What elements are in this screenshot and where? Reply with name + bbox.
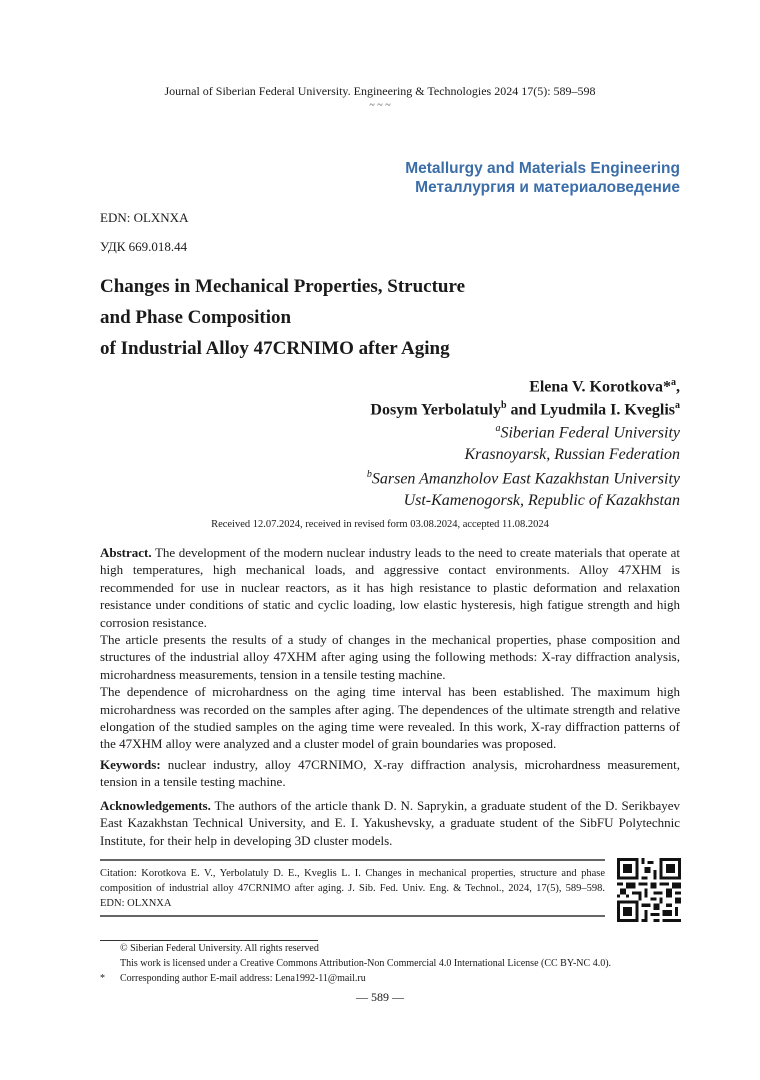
abstract (100, 544, 680, 753)
citation: Citation: Korotkova E. V., Yerbolatuly D. E., Kveglis L. I. Changes in mechanical properties, structure and phase composition of industrial alloy 47CRNIMO after aging. J. Sib. Fed. Univ. Eng. & Technol., 2024, 17(5), 589–598. EDN: OLXNXA (100, 859, 605, 917)
abstract-paragraph: The dependence of microhardness on the aging time interval has been established. The maximum high microhardness was recorded on the samples after aging. The dependences of the ultimate strength and relative elongation of the studied samples on the aging time were revealed. In this work, X-ray diffraction patterns of the 47XHM alloy were analyzed and a cluster model of grain boundaries was proposed. (100, 684, 680, 752)
affiliation-mark: a (675, 400, 680, 411)
page-number: — 589 — (356, 990, 404, 1004)
footnote-marker: * (100, 973, 105, 984)
affiliation-text: Ust-Kamenogorsk, Republic of Kazakhstan (403, 492, 680, 509)
keywords-text: nuclear industry, alloy 47CRNIMO, X-ray diffraction analysis, microhardness measurement, tension in a tensile testing machine. (100, 757, 680, 790)
udk-code: УДК 669.018.44 (100, 239, 188, 254)
abstract-paragraph: The development of the modern nuclear industry leads to the need to create materials that operate at high temperatures, high mechanical loads, and aggressive contact environments. Alloy 47XHM is recommended for use in nuclear reactors, as it has high resistance to plastic deformation and relaxation resistance under conditions of static and cyclic loading, low elastic hysteresis, high fatigue strength and high corrosion resistance. (100, 545, 680, 630)
article-title-line: and Phase Composition (100, 307, 292, 328)
footnote-divider (100, 940, 318, 941)
acknowledgements-text: The authors of the article thank D. N. Saprykin, a graduate student of the D. Serikbayev East Kazakhstan Technical University, and E. I. Yakushevsky, a graduate student of the SibFU Polytechnic Institute, for their help in developing 3D cluster models. (100, 798, 680, 848)
article-title-line: of Industrial Alloy 47CRNIMO after Aging (100, 338, 450, 359)
author-name: and Lyudmila I. Kveglis (506, 401, 675, 419)
affiliation (404, 492, 680, 510)
qr-code-icon (617, 858, 681, 922)
edn-code: EDN: OLXNXA (100, 210, 189, 225)
affiliation-mark: a (671, 377, 676, 388)
keywords-label: Keywords: (100, 757, 161, 772)
received-dates: Received 12.07.2024, received in revised form 03.08.2024, accepted 11.08.2024 (211, 519, 549, 530)
affiliation-text: Krasnoyarsk, Russian Federation (464, 446, 680, 463)
header-separator: ~ ~ ~ (369, 100, 391, 111)
abstract-label: Abstract. (100, 545, 152, 560)
affiliation-mark: b (500, 400, 507, 411)
affiliation-text: Siberian Federal University (500, 424, 680, 442)
keywords (100, 756, 680, 791)
section-title-en: Metallurgy and Materials Engineering (405, 160, 680, 177)
affiliation-mark: a (495, 423, 501, 434)
affiliation-mark: b (366, 469, 372, 480)
affiliation (464, 446, 680, 464)
journal-header: Journal of Siberian Federal University. Engineering & Technologies 2024 17(5): 589–598 (164, 84, 596, 98)
abstract-paragraph: The article presents the results of a study of changes in the mechanical properties, phase composition and structures of the industrial alloy 47XHM after aging using the following methods: X-ray diffraction analysis, microhardness measurements, tension in a tensile testing machine. (100, 632, 680, 682)
author-line (370, 400, 680, 419)
corresponding-author: Corresponding author E-mail address: Lena1992-11@mail.ru (120, 973, 366, 984)
affiliation-text: Sarsen Amanzholov East Kazakhstan University (371, 470, 680, 488)
author-name: Elena V. Korotkova* (529, 378, 671, 396)
license-notice: This work is licensed under a Creative Commons Attribution-Non Commercial 4.0 International License (CC BY-NC 4.0). (120, 958, 612, 969)
section-title-ru: Металлургия и материаловедение (415, 179, 680, 196)
copyright-notice: © Siberian Federal University. All rights reserved (120, 943, 319, 954)
author-line (529, 377, 680, 396)
punctuation: , (676, 378, 680, 396)
acknowledgements-label: Acknowledgements. (100, 798, 211, 813)
author-name: Dosym Yerbolatuly (370, 401, 501, 419)
article-title-line: Changes in Mechanical Properties, Structure (100, 276, 466, 297)
affiliation (495, 423, 680, 442)
acknowledgements (100, 797, 680, 849)
affiliation (367, 469, 680, 488)
